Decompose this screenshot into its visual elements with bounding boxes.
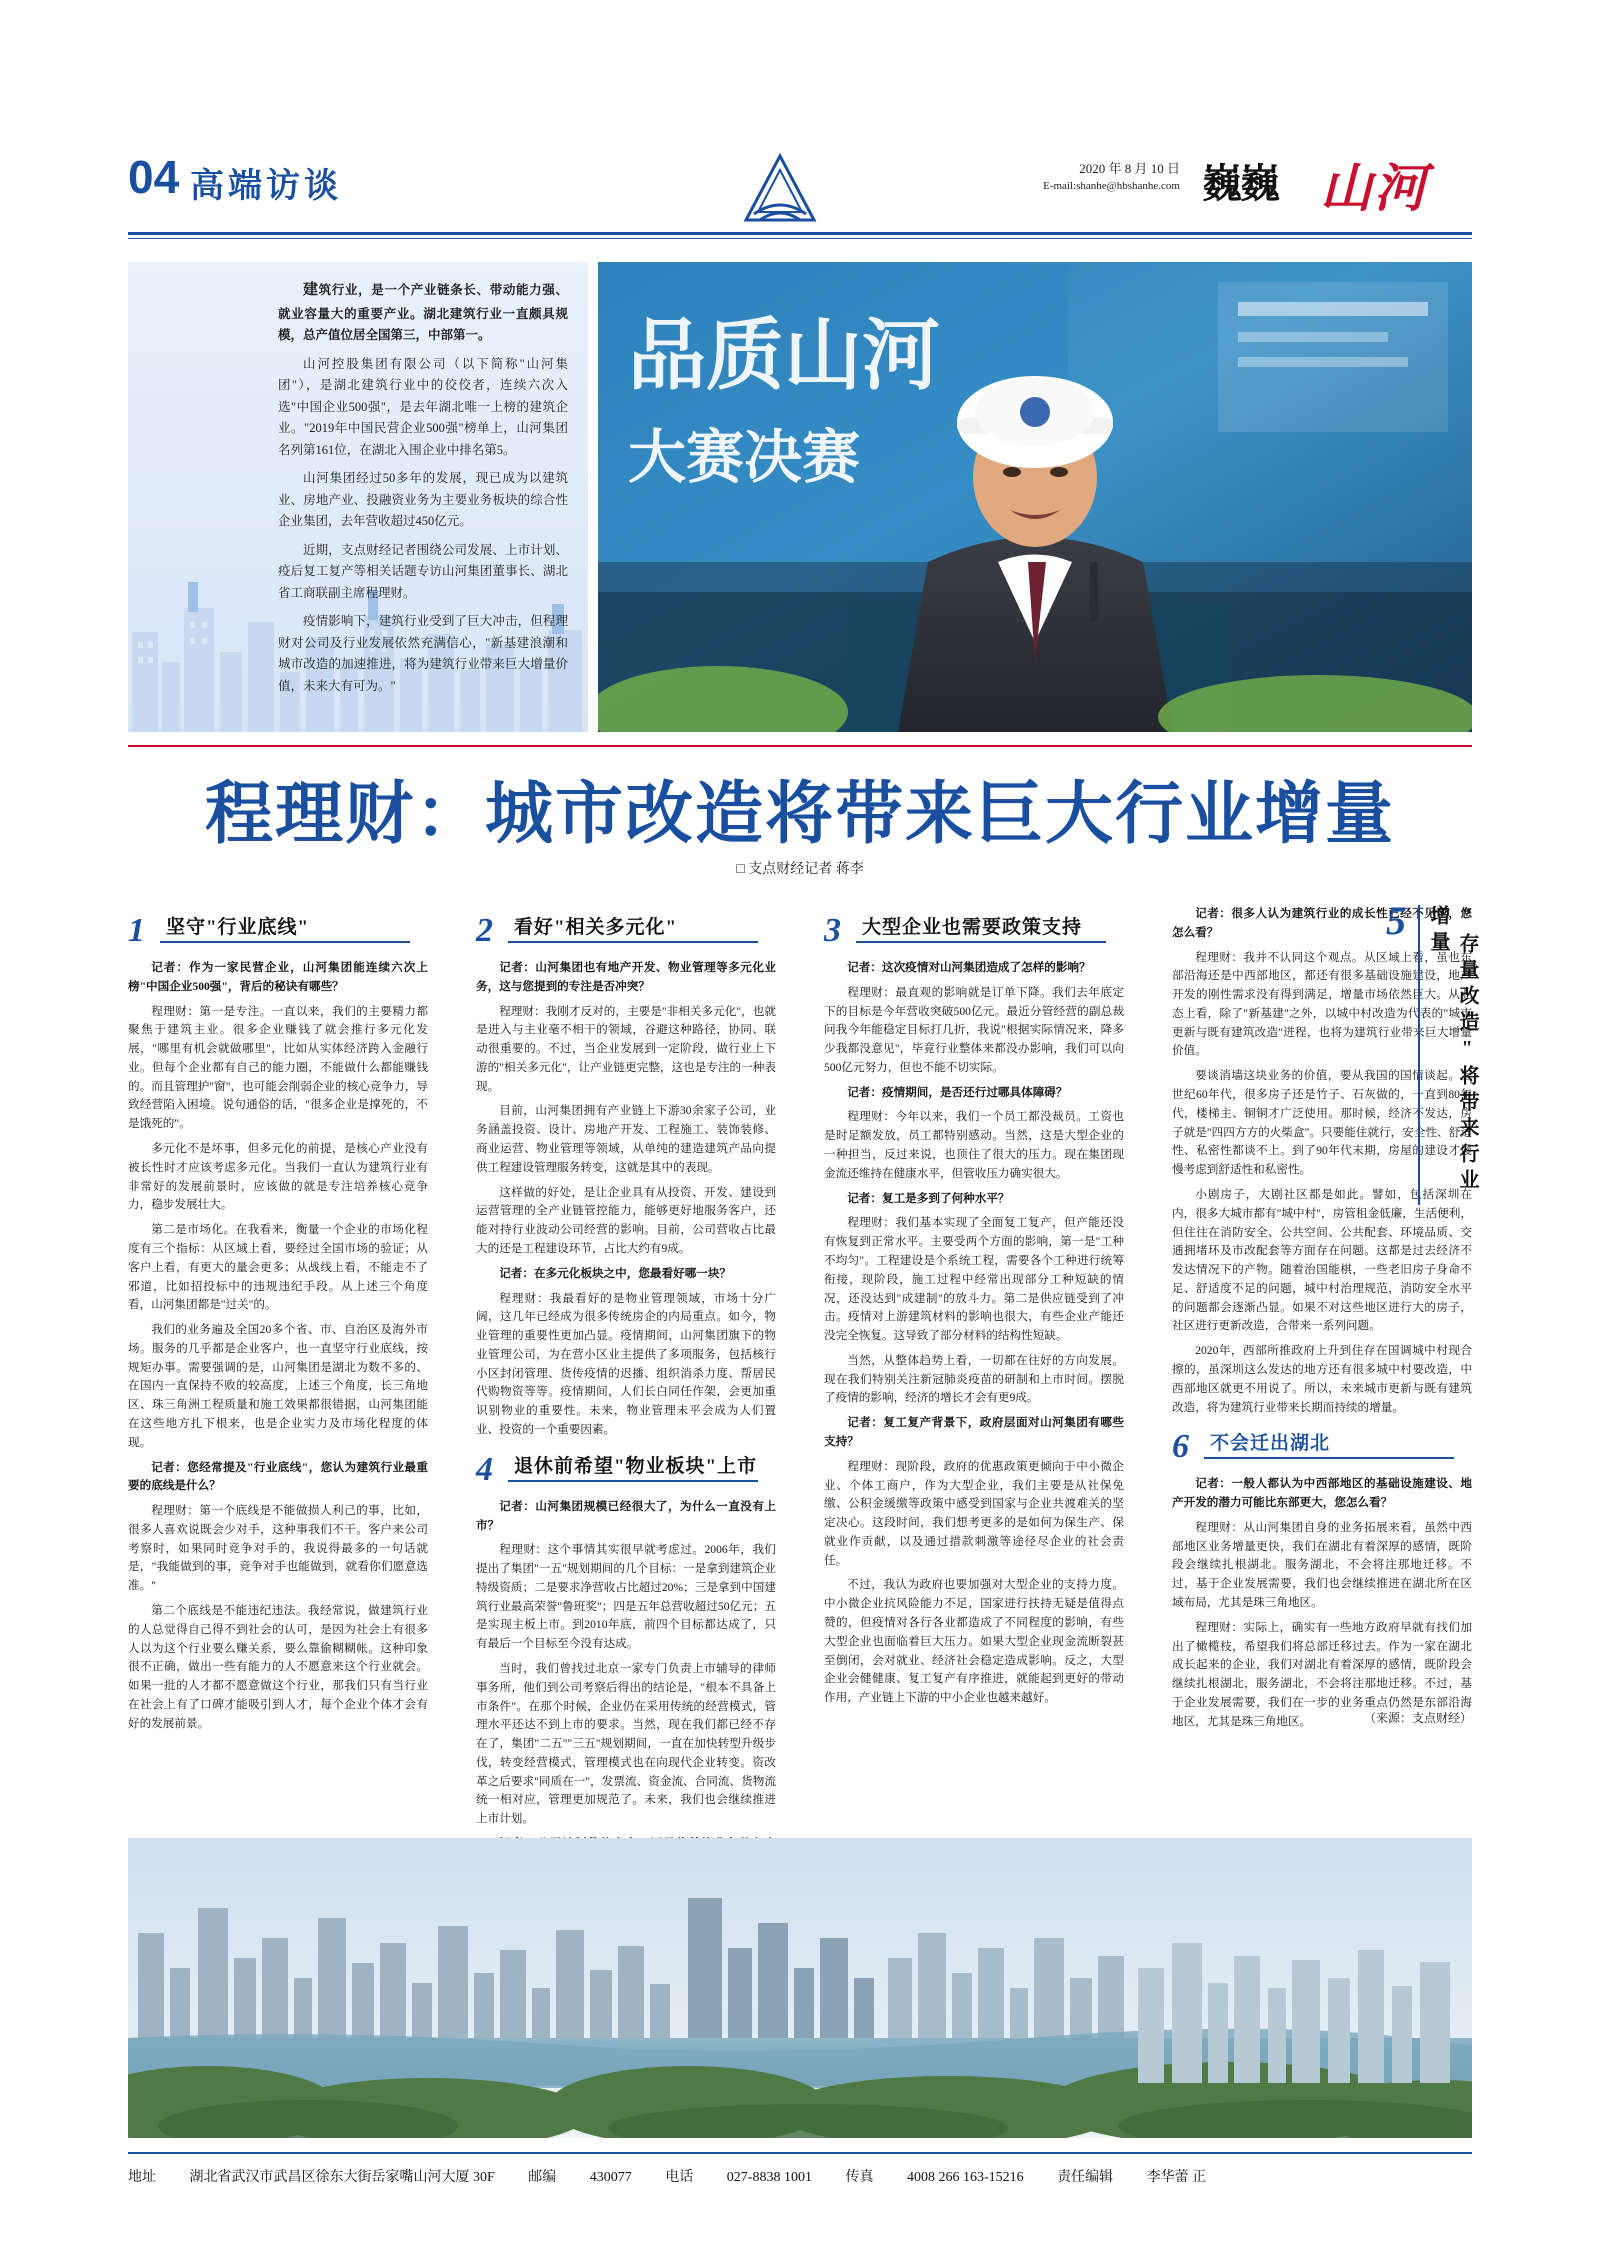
column-1 — [128, 905, 428, 1739]
section-heading-3 — [824, 907, 1124, 949]
answer: 第二个底线是不能违纪违法。我经常说，做建筑行业的人总觉得自己得不到社会的认可，是因为社会上有很多人以为这个行业要么赚关系，要么靠偷糊糊帐。这种印象很不正确，做出一些有能力的人不愿意来这个行业就会。如果一批的人才都不愿意做这个行业，那我们只有当行业在社会上有了口碑才能吸引到人才，每个企业个体才会有好的发展前景。 — [128, 1604, 428, 1730]
lead-paragraph-4: 疫情影响下，建筑行业受到了巨大冲击，但程理财对公司及行业发展依然充满信心，"新基建浪潮和城市改造的加速推进，将为建筑行业带来巨大增量价值，未来大有可为。" — [278, 614, 568, 693]
footer — [128, 2166, 1472, 2186]
masthead-rule-thin — [128, 238, 1472, 239]
answer: 程理财：这个事情其实很早就考虑过。2006年，我们提出了集团"一五"规划期间的几个目标：一是拿到建筑企业特级资质；二是要求净营收占比超过20%；三是拿到中国建筑行业最高荣誉"鲁班奖"；四是五年总营收超过50亿元；五是实现主板上市。到2010年底，前四个目标都达成了，只有最后一个目标至今没有达成。 — [476, 1543, 776, 1651]
answer: 程理财：第一是专注。一直以来，我们的主要精力都聚焦于建筑主业。很多企业赚钱了就会推行多元化发展，"哪里有机会就做哪里"，比如从实体经济跨入金融行业。但每个企业都有自己的能力圈，不能做什么都能赚钱的。而且管理护"窗"，也可能会削弱企业的核心竞争力，导致经营陷入困境。说句通俗的话，"很多企业是撑死的，不是饿死的"。 — [128, 1004, 428, 1131]
section-rule — [508, 941, 758, 943]
section-label: 看好"相关多元化" — [514, 917, 678, 938]
editor-value: 李华蕾 正 — [1146, 2170, 1207, 2185]
article-body — [128, 898, 1478, 1826]
lead-text — [278, 278, 568, 693]
source-credit: （来源：支点财经） — [1363, 1711, 1472, 1726]
section-heading-1 — [128, 907, 428, 949]
brand-text-bold: 巍巍 — [1202, 161, 1278, 206]
question: 记者：作为一家民营企业，山河集团能连续六次上榜"中国企业500强"，背后的秘诀有哪些？ — [128, 961, 428, 993]
answer: 当时，我们曾找过北京一家专门负责上市辅导的律师事务所，他们到公司考察后得出的结论是，"根本不具备上市条件"。在那个时候，企业仍在采用传统的经营模式，管理水平还达不到上市的要求。当然，现在我们都已经不存在了，集团"二五""三五"规划期间，一直在加快转型升级步伐，转变经营模式，管理模式也在向现代企业转变。资改革之后要求"同质在一"，发票流、资金流、合同流、货物流统一相对应，管理更加规范了。未来，我们也会继续推进上市计划。 — [476, 1662, 776, 1826]
svg-text:品质山河: 品质山河 — [628, 311, 941, 401]
answer: 程理财：我并不认同这个观点。从区域上看，虽也东部沿海还是中西部地区，都还有很多基础设施建设，地产开发的刚性需求没有得到满足，增量市场依然巨大。从业态上看，除了"新基建"之外，以城中村改造为代表的"城市更新与既有建筑改造"进程，也将为建筑行业带来巨大增量价值。 — [1172, 950, 1472, 1058]
question: 记者：疫情期间，是否还行过哪具体障碍？ — [847, 1085, 1068, 1099]
section-number: 4 — [476, 1450, 493, 1488]
question: 记者：复工是多到了何种水平？ — [847, 1191, 1010, 1205]
masthead-rule — [128, 232, 1472, 235]
lead-paragraph-3: 近期，支点财经记者围绕公司发展、上市计划、疫后复工复产等相关话题专访山河集团董事长、湖北省工商联副主席程理财。 — [278, 542, 568, 600]
svg-text:大赛决赛: 大赛决赛 — [628, 423, 861, 491]
answer: 程理财：实际上，确实有一些地方政府早就有找们加出了橄榄枝，希望我们将总部迁移过去。作为一家在湖北成长起来的企业，我们对湖北有着深厚的感情，既阶段会继续扎根湖北，服务湖北，不会将注那地迁移。不过，基于企业发展需要，我们在一步的业务重点仍然是东部沿海地区，尤其是珠三角地区。 — [1172, 1620, 1472, 1728]
section-label: 大型企业也需要政策支持 — [862, 917, 1083, 938]
question: 记者：山河集团也有地产开发、物业管理等多元化业务，这与您提到的专注是否冲突？ — [476, 961, 776, 993]
address-label: 地址 — [128, 2170, 156, 2185]
section-heading-2 — [476, 907, 776, 949]
question: 记者：一般人都认为中西部地区的基础设施建设、地产开发的潜力可能比东部更大，您怎么看？ — [1172, 1477, 1472, 1510]
fax-value: 4008 266 163-15216 — [906, 2170, 1024, 2185]
section-label: "存量改造"将带来行业增量 — [1427, 905, 1478, 1195]
answer: 目前，山河集团拥有产业链上下游30余家子公司，业务涵盖投资、设计、房地产开发、工程施工、装饰装修、商业运营、物业管理等领域，从单纯的建造建筑产品向提供工程建设管理服务转变，这就是其中的表现。 — [476, 1104, 776, 1174]
hero-block — [128, 262, 1472, 732]
lead-drop-cap: 建 — [303, 282, 319, 298]
address-value: 湖北省武汉市武昌区徐东大街岳家嘴山河大厦 30F — [189, 2170, 495, 2185]
answer: 程理财：第一个底线是不能做损人利己的事，比如，很多人喜欢说既会少对手，这种事我们不干。客户来公司考察时，如果同时竞争对手的，我说得最多的一句话就是，"我能做到的事，竞争对手也能做到，就看你们愿意选准。" — [128, 1504, 428, 1593]
tel-label: 电话 — [665, 2170, 694, 2185]
answer: 小剧房子，大剧社区都是如此。譬如，包括深圳在内，很多大城市都有"城中村"，房管租金低廉，生活便利，但住往在消防安全、公共空间、公共配套、环境品质、交通拥堵环及市改配套等方面存在问题。这都是过去经济不发达情况下的产物。随着治国能棋，一些老旧房子身命不足、舒适度不足的问题，城中村治理规范，消防安全水平的问题都会逐渐凸显。如果不对这些地区进行大的房子，社区进行更新改造，合带来一系列问题。 — [1172, 1187, 1472, 1333]
issue-date: 2020 年 8 月 10 日 — [1079, 161, 1180, 176]
answer: 程理财：我最看好的是物业管理领域，市场十分广阔，这几年已经成为很多传统房企的内局重点。如今，物业管理的重要性更加凸显。疫情期间，山河集团旗下的物业管理公司，为在营小区业主提供了多项服务，包括核行小区封闭管理、货传疫情的迟播、组织消杀力度、帮居民代购物资等等。疫情期间，人们长白同任作架，会更加重识别物业的重要性。未来，物业管理未平会成为人们置业、投资的一个重要因素。 — [476, 1291, 776, 1436]
section-number: 1 — [128, 912, 145, 949]
lead-paragraph-1: 山河控股集团有限公司（以下简称"山河集团"），是湖北建筑行业中的佼佼者，连续六次入选"中国企业500强"，是去年湖北唯一上榜的建筑企业。"2019年中国民营企业500强"榜单上，山河集团名列第161位，在湖北入围企业中排名第5。 — [278, 356, 568, 457]
answer: 当然，从整体趋势上看，一切都在往好的方向发展。现在我们特别关注新冠肺炎疫苗的研制和上市时间。摆脱了疫情的影响，经济的增长才会有更9成。 — [824, 1353, 1124, 1405]
question: 记者：您经常提及"行业底线"，您认为建筑行业最重要的底线是什么？ — [128, 1460, 428, 1493]
byline: □ 支点财经记者 蒋李 — [736, 862, 864, 877]
lead-panel — [128, 262, 588, 732]
answer: 我们的业务遍及全国20多个省、市、自治区及海外市场。服务的几乎都是企业客户，也一直坚守行业底线，按规矩办事。需要强调的是，山河集团是湖北为数不多的、在国内一直保持不败的较高度，上述三个角度，长三角地区、珠三角洲工程质量和施工效果都很错据，山河集团能在这些地方扎下根来，也是企业实力及市场化程度的体现。 — [128, 1323, 428, 1449]
section-number: 6 — [1172, 1428, 1189, 1466]
section-label: 不会迁出湖北 — [1210, 1433, 1331, 1455]
answer: 要谈消墙这块业务的价值，要从我国的国情谈起。上世纪60年代，很多房子还是竹子、石灰做的，一直到80年代，楼梯主、铜铜才广泛使用。那时候，经济不发达，房子就是"四四方方的火柴盒"。只要能住就行，安全性、舒适性、私密性都谈不上。到了90年代末期，房屋的建设才慢慢考虑到舒适性和私密性。 — [1172, 1069, 1472, 1177]
tel-value: 027-8838 1001 — [726, 2170, 812, 2185]
answer: 2020年，西部所推政府上升到住存在国调城中村现合擦的，虽深圳这么发达的地方还有很多城中村要改造，中西部地区就更不用说了。所以，未来城市更新与既有建筑改造，将为建筑行业带来长期而持续的增量。 — [1172, 1344, 1472, 1414]
section-title: 高端访谈 — [190, 168, 342, 205]
editor-label: 责任编辑 — [1057, 2170, 1114, 2185]
postcode-value: 430077 — [589, 2170, 632, 2185]
interview-photo — [598, 262, 1472, 732]
section-label: 坚守"行业底线" — [166, 917, 310, 938]
page-number: 04 — [128, 151, 180, 203]
column-2 — [476, 905, 776, 1922]
column-3 — [824, 905, 1124, 1714]
answer: 这样做的好处，是让企业具有从投资、开发、建设到运营管理的全产业链管控能力，能够更好地服务客户，还能对持行业波动公司经营的影响。目前，公司营收占比最大的还是工程建设环节，占比大约有9成。 — [476, 1185, 776, 1255]
answer: 程理财：我刚才反对的，主要是"非相关多元化"，也就是进入与主业毫不相干的领域，谷避这种路径，协同、联动很重要的。不过，当企业发展到一定阶段，做行业上下游的"相关多元化"，让产业链更完整，这也是专注的一种表现。 — [476, 1004, 776, 1093]
answer: 程理财：最直观的影响就是订单下降。我们去年底定下的目标是今年营收突破500亿元。最近分管经营的副总裁问我今年能稳定目标打几折，我说"根据实际情况来，降多少我都没意见"，毕竟行业整体来都没办影响，我们可以向500亿元努力，但也不能不切实际。 — [824, 985, 1124, 1074]
answer: 程理财：我们基本实现了全面复工复产，但产能还没有恢复到正常水平。主要受两个方面的影响，第一是"工种不均匀"。工程建设是个系统工程，需要各个工种进行统筹衔接，现阶段，施工过程中经常出现部分工种短缺的情况，还没达到"成建制"的放斗力。第二是供应链受到了冲击。疫情对上游建筑材料的影响也很大，有些企业产能还没完全恢复。这导致了部分材料的结构性短缺。 — [824, 1216, 1124, 1343]
page-title: 程理财：城市改造将带来巨大行业增量 — [204, 776, 1395, 852]
section-label: 退休前希望"物业板块"上市 — [514, 1455, 758, 1477]
answer: 程理财：今年以来，我们一个员工都没裁员。工资也是时足额发放，员工都特别感动。当然，这是大型企业的一种担当，反过来说，也顶住了很大的压力。现在集团现金流还维持在健康水平，但管收压力确实很大。 — [824, 1110, 1124, 1180]
postcode-label: 邮编 — [528, 2170, 557, 2185]
answer: 程理财：现阶段，政府的优惠政策更倾向于中小微企业、个体工商户，作为大型企业，我们主要是从社保免缴、公积金缓缴等政策中感受到国家与企业共渡难关的坚定决心。这段时间，我们想考更多的是如何为保生产、保就业作贡献，以及通过措款刺激等途径尽企业的社会责任。 — [824, 1459, 1124, 1567]
question: 记者：山河集团规模已经很大了，为什么一直没有上市？ — [476, 1499, 776, 1532]
fax-label: 传真 — [845, 2170, 874, 2185]
city-panorama-photo — [128, 1838, 1472, 2138]
lead-paragraph-0: 筑行业，是一个产业链条长、带动能力强、就业容量大的重要产业。湖北建筑行业一直颇具规模，总产值位居全国第三，中部第一。 — [278, 283, 568, 343]
answer: 不过，我认为政府也要加强对大型企业的支持力度。中小微企业抗风险能力不足，国家进行扶持无疑是值得点赞的，但疫情对各行各业都造成了不同程度的影响，有些大型企业也面临着巨大压力。如果大型企业现金流断裂甚至倒闭，会对就业、经济社会稳定造成影响。反之，大型企业会健健康、复工复产有序推进，就能起到更好的带动作用，产业链上下游的中小企业也越来越好。 — [824, 1578, 1124, 1705]
section-heading-4 — [476, 1446, 776, 1488]
section-number: 3 — [824, 912, 841, 949]
section-rule — [160, 941, 410, 943]
question: 记者：在多元化板块之中，您最看好哪一块？ — [499, 1266, 732, 1280]
brand-text-red: 山河 — [1320, 161, 1429, 218]
section-number: 2 — [476, 912, 493, 949]
question: 记者：复工复产背景下，政府层面对山河集团有哪些支持？ — [824, 1416, 1124, 1448]
section-rule — [1204, 1457, 1454, 1459]
footer-rule — [128, 2152, 1472, 2154]
section-rule — [508, 1480, 758, 1482]
section-rule — [856, 941, 1106, 943]
question: 记者：这次疫情对山河集团造成了怎样的影响？ — [847, 961, 1091, 974]
answer: 多元化不是坏事，但多元化的前提，是核心产业没有被长性时才应该考虑多元化。当我们一直认为建筑行业有非常好的发展前景时，应该做的就是专注培养核心竞争力，稳步发展壮大。 — [128, 1142, 428, 1212]
section-heading-5-vertical — [1418, 905, 1482, 1205]
lead-paragraph-2: 山河集团经过50多年的发展，现已成为以建筑业、房地产业、投融资业务为主要业务板块的综合性企业集团，去年营收超过450亿元。 — [278, 471, 568, 529]
headline-rule — [128, 745, 1472, 747]
section-number-5: 5 — [1386, 898, 1406, 943]
brand-logo — [1202, 150, 1472, 218]
contact-email: E-mail:shanhe@hbshanhe.com — [1043, 180, 1180, 192]
triangle-logo-icon — [740, 150, 820, 230]
section-heading-6 — [1172, 1423, 1472, 1465]
answer: 程理财：从山河集团自身的业务拓展来看，虽然中西部地区业务增量更快，我们在湖北有着深厚的感情，既阶段会继续扎根湖北。服务湖北，不会将注那地迁移。不过，基于企业发展需要，我们也会继续推进在湖北所在区域布局，尤其是珠三角地区。 — [1172, 1520, 1472, 1609]
masthead — [0, 0, 1600, 110]
question: 记者：很多人认为建筑行业的成长性已经不见了，您怎么看？ — [1172, 907, 1472, 939]
answer: 第二是市场化。在我看来，衡量一个企业的市场化程度有三个指标：从区域上看，要经过全国市场的验证；从客户上看，有更大的量会更多；从战线上看，不能走不了邪道，比如招投标中的违规违纪手段。从上述三个角度看，山河集团都是"过关"的。 — [128, 1223, 428, 1312]
